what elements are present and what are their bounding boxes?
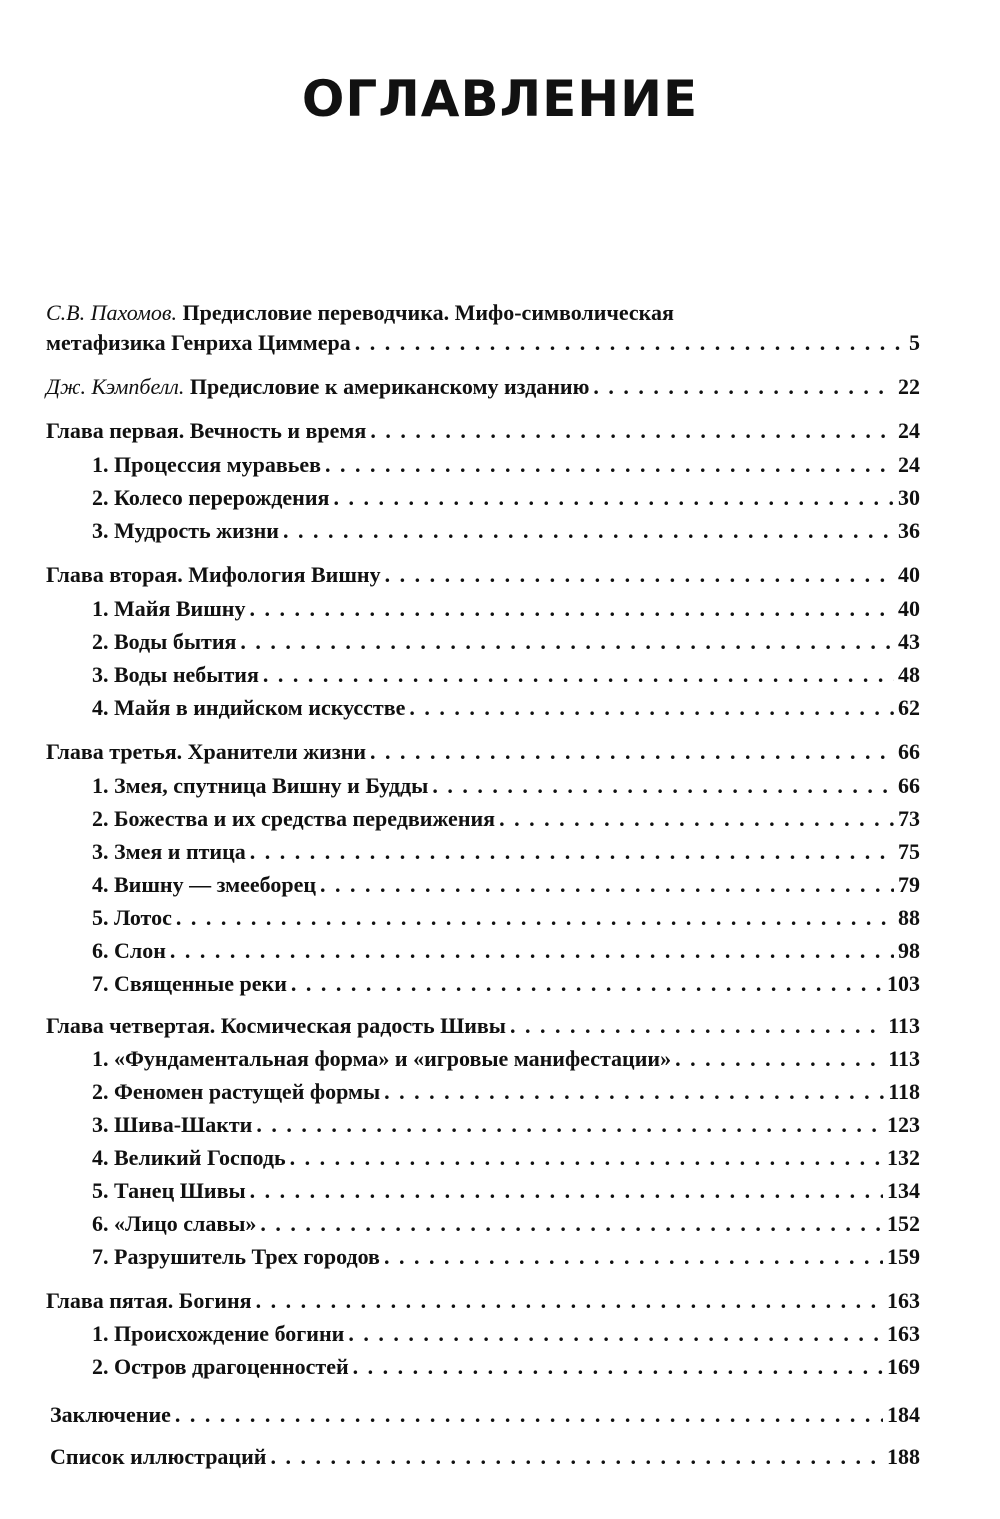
leader-dots — [409, 695, 894, 721]
toc-entry-text: 1. Майя Вишну — [92, 596, 246, 621]
toc-chapter[interactable] — [50, 1444, 920, 1470]
toc-entry-page: 43 — [898, 629, 920, 654]
toc-chapter[interactable] — [46, 1013, 920, 1039]
toc-entry-page: 169 — [887, 1354, 920, 1379]
toc-section[interactable] — [92, 485, 920, 511]
toc-entry-page: 159 — [887, 1244, 920, 1269]
toc-entry-text: Список иллюстраций — [50, 1444, 267, 1469]
toc-entry-page: 24 — [898, 418, 920, 443]
toc-entry-text: метафизика Генриха Циммера — [46, 330, 351, 355]
toc-entry-page: 113 — [888, 1046, 920, 1071]
toc-section[interactable] — [92, 596, 920, 622]
toc-section[interactable] — [92, 806, 920, 832]
toc-entry-text: Глава третья. Хранители жизни — [46, 739, 367, 764]
toc-entry-page: 163 — [887, 1321, 920, 1346]
toc-entry[interactable] — [46, 330, 920, 356]
toc-entry-text: 3. Воды небытия — [92, 662, 259, 687]
toc-entry-text: 5. Лотос — [92, 905, 172, 930]
leader-dots — [353, 1354, 883, 1380]
toc-entry-page: 40 — [898, 562, 920, 587]
toc-entry-text: Глава пятая. Богиня — [46, 1288, 252, 1313]
toc-entry-page: 103 — [887, 971, 920, 996]
toc-entry-text: 1. Процессия муравьев — [92, 452, 322, 477]
toc-section[interactable] — [92, 695, 920, 721]
toc-entry-text: 2. Феномен растущей формы — [92, 1079, 381, 1104]
toc-section[interactable] — [92, 872, 920, 898]
toc-section[interactable] — [92, 839, 920, 865]
toc-section[interactable] — [92, 971, 920, 997]
toc-entry-text: 1. Змея, спутница Вишну и Будды — [92, 773, 429, 798]
toc-entry-text: Предисловие к американскому изданию — [184, 374, 590, 399]
leader-dots — [256, 1288, 883, 1314]
toc-entry-text: 5. Танец Шивы — [92, 1178, 246, 1203]
leader-dots — [291, 971, 883, 997]
toc-entry-text: Предисловие переводчика. Мифо-символическая — [176, 300, 674, 325]
leader-dots — [325, 452, 894, 478]
leader-dots — [250, 839, 894, 865]
toc-entry-page: 36 — [898, 518, 920, 543]
leader-dots — [385, 562, 894, 588]
toc-entry-text: 7. Разрушитель Трех городов — [92, 1244, 380, 1269]
toc-entry-page: 152 — [887, 1211, 920, 1236]
toc-entry-page: 48 — [898, 662, 920, 687]
toc-entry-author: Дж. Кэмпбелл. — [46, 374, 185, 399]
toc-entry-text: 1. Происхождение богини — [92, 1321, 345, 1346]
toc-entry-text: Глава вторая. Мифология Вишну — [46, 562, 381, 587]
toc-section[interactable] — [92, 662, 920, 688]
leader-dots — [510, 1013, 884, 1039]
leader-dots — [240, 629, 894, 655]
toc-entry-text: 6. «Лицо славы» — [92, 1211, 257, 1236]
toc-entry-page: 73 — [898, 806, 920, 831]
toc-section[interactable] — [92, 1145, 920, 1171]
toc-section[interactable] — [92, 1079, 920, 1105]
leader-dots — [675, 1046, 884, 1072]
leader-dots — [370, 739, 894, 765]
toc-entry-page: 22 — [898, 374, 920, 399]
toc-entry-page: 75 — [898, 839, 920, 864]
page-title: ОГЛАВЛЕНИЕ — [301, 70, 699, 128]
toc-section[interactable] — [92, 629, 920, 655]
toc-section[interactable] — [92, 1046, 920, 1072]
toc-section[interactable] — [92, 1354, 920, 1380]
leader-dots — [384, 1244, 883, 1270]
toc-entry-page: 163 — [887, 1288, 920, 1313]
leader-dots — [256, 1112, 883, 1138]
toc-entry-page: 5 — [909, 330, 920, 355]
toc-entry-page: 30 — [898, 485, 920, 510]
toc-entry-page: 24 — [898, 452, 920, 477]
leader-dots — [333, 485, 894, 511]
toc-chapter[interactable] — [46, 562, 920, 588]
leader-dots — [170, 938, 894, 964]
toc-entry-page: 79 — [898, 872, 920, 897]
toc-entry-page: 113 — [888, 1013, 920, 1038]
leader-dots — [263, 662, 894, 688]
toc-entry-text: 3. Мудрость жизни — [92, 518, 279, 543]
leader-dots — [270, 1444, 883, 1470]
toc-entry-page: 123 — [887, 1112, 920, 1137]
toc-entry-text: 2. Колесо перерождения — [92, 485, 330, 510]
leader-dots — [355, 330, 905, 356]
toc-chapter[interactable] — [46, 418, 920, 444]
toc-entry-text: Глава первая. Вечность и время — [46, 418, 367, 443]
toc-entry-page: 118 — [888, 1079, 920, 1104]
leader-dots — [290, 1145, 883, 1171]
leader-dots — [249, 596, 894, 622]
leader-dots — [260, 1211, 883, 1237]
toc-entry-text: 4. Майя в индийском искусстве — [92, 695, 406, 720]
leader-dots — [175, 1402, 883, 1428]
toc-section[interactable] — [92, 1321, 920, 1347]
toc-entry-text: Глава четвертая. Космическая радость Шивы — [46, 1013, 506, 1038]
toc-section[interactable] — [92, 938, 920, 964]
toc-entry-page: 66 — [898, 773, 920, 798]
toc-section[interactable] — [92, 773, 920, 799]
leader-dots — [250, 1178, 883, 1204]
leader-dots — [348, 1321, 883, 1347]
toc-section[interactable] — [92, 1112, 920, 1138]
toc-entry-text: 7. Священные реки — [92, 971, 287, 996]
toc-entry-text: 3. Змея и птица — [92, 839, 246, 864]
toc-entry-line1 — [46, 300, 674, 326]
leader-dots — [283, 518, 894, 544]
toc-entry-author: С.В. Пахомов. — [46, 300, 177, 325]
toc-entry[interactable] — [46, 374, 920, 400]
toc-entry-text: 4. Великий Господь — [92, 1145, 286, 1170]
toc-section[interactable] — [92, 1178, 920, 1204]
toc-chapter[interactable] — [46, 739, 920, 765]
toc-section[interactable] — [92, 1211, 920, 1237]
toc-entry-page: 66 — [898, 739, 920, 764]
toc-entry-text: 1. «Фундаментальная форма» и «игровые манифестации» — [92, 1046, 672, 1071]
toc-entry-page: 184 — [887, 1402, 920, 1427]
toc-entry-page: 98 — [898, 938, 920, 963]
leader-dots — [593, 374, 894, 400]
toc-section[interactable] — [92, 452, 920, 478]
toc-section[interactable] — [92, 1244, 920, 1270]
toc-entry-page: 132 — [887, 1145, 920, 1170]
toc-entry-text: 2. Воды бытия — [92, 629, 237, 654]
leader-dots — [176, 905, 894, 931]
toc-entry-page: 62 — [898, 695, 920, 720]
toc-entry-page: 88 — [898, 905, 920, 930]
toc-entry-page: 188 — [887, 1444, 920, 1469]
toc-chapter[interactable] — [50, 1402, 920, 1428]
toc-section[interactable] — [92, 905, 920, 931]
leader-dots — [432, 773, 894, 799]
leader-dots — [499, 806, 894, 832]
toc-entry-page: 134 — [887, 1178, 920, 1203]
toc-entry-text: 2. Божества и их средства передвижения — [92, 806, 496, 831]
toc-entry-text: 3. Шива-Шакти — [92, 1112, 253, 1137]
toc-entry-text: 2. Остров драгоценностей — [92, 1354, 349, 1379]
leader-dots — [320, 872, 894, 898]
toc-entry-page: 40 — [898, 596, 920, 621]
toc-entry-text: 4. Вишну — змееборец — [92, 872, 317, 897]
toc-section[interactable] — [92, 518, 920, 544]
toc-entry-text: Заключение — [50, 1402, 171, 1427]
toc-entry-text: 6. Слон — [92, 938, 166, 963]
toc-chapter[interactable] — [46, 1288, 920, 1314]
leader-dots — [370, 418, 894, 444]
leader-dots — [384, 1079, 884, 1105]
